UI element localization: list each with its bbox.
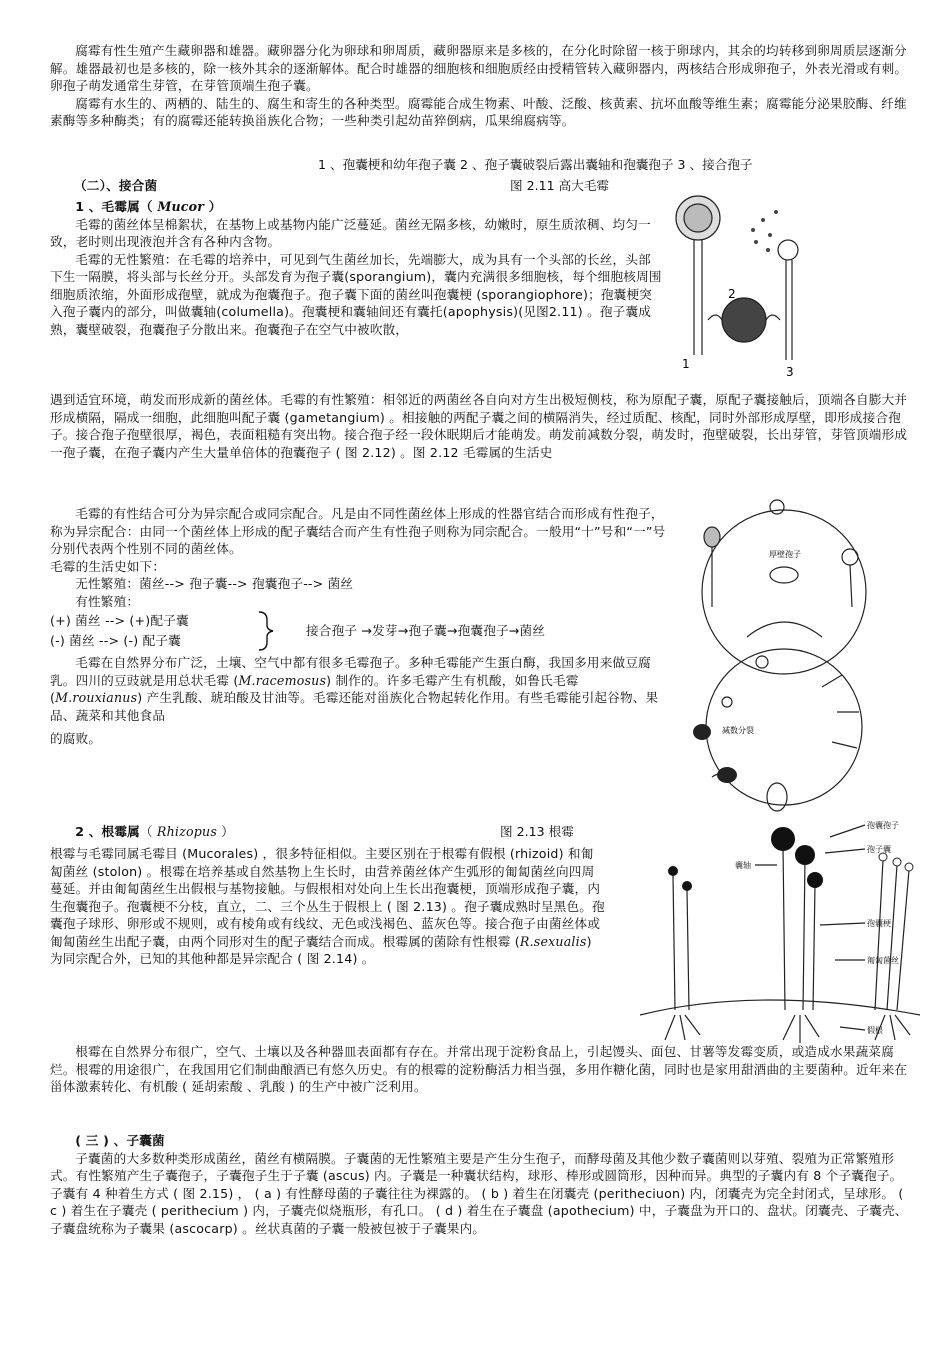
fig-2-13-label-stolon: 匍匐菌丝 (867, 956, 899, 965)
paragraph-mucor-uses: 毛霉在自然界分布广泛，土壤、空气中都有很多毛霉孢子。多种毛霉能产生蛋白酶，我国多用来做豆腐乳。四川的豆豉就是用总状毛霉 (M.racemosus) 制作的。许多毛霉产生有机酸，如鲁氏毛霉 (M.rouxianus) 产生乳酸、琥珀酸及甘油等。毛霉还能对甾族化合物起转化作用。有些毛霉能引起谷物、果品、蔬菜和其他食品 (50, 655, 659, 723)
plus-strain-line: (+) 菌丝 --> (+)配子囊 (50, 613, 189, 628)
section-heading-ascomycetes: ( 三 ) 、子囊菌 (75, 1133, 165, 1148)
top-block (50, 42, 908, 130)
paragraph-rhizopus-features: 根霉与毛霉同属毛霉目 (Mucorales) ，很多特征相似。主要区别在于根霉有假根 (rhizoid) 和匍匐菌丝 (stolon) 。根霉在培养基或自然基物上生长时，由营养菌丝体产生弧形的匍匐菌丝向四周蔓延。并由匍匐菌丝生出假根与基物接触。与假根相对处向上生长出孢囊梗，顶端形成孢子囊，内生孢囊孢子。孢囊梗不分枝，直立，二、三个丛生于假根上 ( 图 2.13) 。孢子囊成熟时呈黑色。孢囊孢子球形、卵形或不规则，或有棱角或有线纹、无色或浅褐色、蓝灰色等。接合孢子由菌丝体或匍匐菌丝生出配子囊，由两个同形对生的配子囊结合而成。根霉属的菌除有性根霉 (R.sexualis) 为同宗配合外，已知的其他种都是异宗配合 ( 图 2.14) 。 (50, 846, 605, 966)
fig-2-12-lifecycle-drawing (672, 497, 922, 822)
minus-strain-line: (-) 菌丝 --> (-) 配子囊 (50, 633, 181, 648)
fig-2-13-label-sporangiophore: 孢囊梗 (867, 919, 891, 928)
zygospore-chain: 接合孢子 →发芽→孢子囊→孢囊孢子→菌丝 (306, 623, 546, 638)
mucor-column-1 (50, 198, 662, 338)
fig-2-11-mucor-drawing (668, 190, 828, 380)
rhizopus-heading: 2 、根霉属（ Rhizopus ） (75, 824, 234, 839)
paragraph-pythium-sexual: 腐霉有性生殖产生藏卵器和雄器。藏卵器分化为卵球和卵周质，藏卵器原来是多核的，在分化时除留一核于卵球内，其余的均转移到卵周质层逐渐分解。雄器最初也是多核的，除一核外其余的逐渐解体。配合时雄器的细胞核和细胞质经由授精管转入藏卵器内，两核结合形成卵孢子，外表光滑或有刺。卵孢子萌发通常生芽管，在芽管顶端生孢子囊。 (50, 43, 908, 93)
paragraph-pythium-types: 腐霉有水生的、两栖的、陆生的、腐生和寄生的各种类型。腐霉能合成生物素、叶酸、泛酸、核黄素、抗坏血酸等维生素；腐霉能分泌果胶酶、纤维素酶等多种酶类；有的腐霉还能转换甾族化合物；一些种类引起幼苗猝倒病，瓜果绵腐病等。 (50, 95, 907, 128)
fig-2-13-label-sporangium: 孢子囊 (867, 845, 891, 854)
fig-2-11-legend: 1 、孢囊梗和幼年孢子囊 2 、孢子囊破裂后露出囊轴和孢囊孢子 3 、接合孢子 (318, 157, 753, 172)
paragraph-ascomycetes: 子囊菌的大多数种类形成菌丝，菌丝有横隔膜。子囊菌的无性繁殖主要是产生分生孢子，而酵母菌及其他少数子囊菌则以芽殖、裂殖为正常繁殖形式。有性繁殖产生子囊孢子，子囊孢子生于子囊 (ascus) 内。子囊是一种囊状结构，球形、棒形或圆筒形，因种而异。典型的子囊内有 8 个子囊孢子。子囊有 4 种着生方式 ( 图 2.15) ， ( a ) 有性酵母菌的子囊往往为裸露的。 ( b ) 着生在闭囊壳 (peritheciuon) 内，闭囊壳为完全封闭式，呈球形。 ( c ) 着生在子囊壳 ( perithecium ) 内，子囊壳似烧瓶形，有孔口。 ( d ) 着生在子囊盘 (apothecium) 中，子囊盘为开口的、盘状。闭囊壳、子囊壳、子囊盘统称为子囊果 (ascocarp) 。丝状真菌的子囊一般被包被于子囊果内。 (50, 1150, 908, 1236)
sexual-title: 有性繁殖： (75, 593, 140, 609)
fig-2-12-label-thick-spore: 厚壁孢子 (769, 550, 801, 559)
fig-2-11-label-1: 1 (682, 357, 690, 371)
paragraph-mucor-uses-end: 的腐败。 (50, 731, 102, 746)
lifecycle-title: 毛霉的生活史如下： (50, 558, 166, 574)
fig-2-13-label-spores: 孢囊孢子 (867, 821, 899, 830)
stolon (640, 1000, 920, 1015)
paragraph-mucor-mycelium: 毛霉的菌丝体呈棉絮状，在基物上或基物内能广泛蔓延。菌丝无隔多核，幼嫩时，原生质浓稠、均匀一致，老时则出现液泡并含有各种内含物。 (50, 216, 651, 249)
fig-2-13-rhizopus-drawing (635, 815, 925, 1050)
columella (778, 240, 798, 260)
brace-icon (256, 610, 276, 652)
paragraph-mucor-heterothallism: 毛霉的有性结合可分为异宗配合或同宗配合。凡是由不同性菌丝体上形成的性器官结合而形成有性孢子，称为异宗配合：由同一个菌丝体上形成的配子囊结合而产生有性孢子则称为同宗配合。一般用“十”号和“一”号分别代表两个性别不同的菌丝体。 (50, 506, 666, 556)
fig-2-11-label-2: 2 (728, 287, 736, 301)
sexual-cycle (50, 610, 670, 648)
mucor-column-full (50, 391, 908, 461)
fig-2-13-caption: 图 2.13 根霉 (500, 824, 574, 839)
mucor-heading: 1 、毛霉属（ Mucor ） (75, 199, 222, 214)
fig-2-13-label-rhizoid: 假根 (867, 1026, 883, 1035)
fig-2-11-label-3: 3 (786, 365, 794, 379)
paragraph-rhizopus-uses: 根霉在自然界分布很广，空气、土壤以及各种器皿表面都有存在。并常出现于淀粉食品上，引起馒头、面包、甘薯等发霉变质，或造成水果蔬菜腐烂。根霉的用途很广，在我国用它们制曲酿酒已有悠久历史。有的根霉的淀粉酶活力相当强，多用作糖化菌，同时也是家用甜酒曲的主要菌种。近年来在甾体激素转化、有机酸 ( 延胡索酸 、乳酸 ) 的生产中被广泛利用。 (50, 1044, 908, 1094)
paragraph-mucor-asexual: 毛霉的无性繁殖：在毛霉的培养中，可见到气生菌丝加长，先端膨大，成为具有一个头部的长丝，头部下生一隔膜，将头部与长丝分开。头部发育为孢子囊(sporangium)，囊内充满很多细胞核，每个细胞核周围细胞质浓缩，外面形成孢壁，就成为孢囊孢子。孢子囊下面的菌丝叫孢囊梗 (sporangiophore)；孢囊梗突入孢子囊内的部分，叫做囊轴(columella)。孢囊梗和囊轴间还有囊托(apophysis)(见图2.11) 。孢子囊成熟，囊壁破裂，孢囊孢子分散出来。孢囊孢子在空气中被吹散， (50, 251, 662, 337)
fig-2-13-label-columella: 囊轴 (735, 861, 751, 870)
paragraph-mucor-sexual: 遇到适宜环境，萌发而形成新的菌丝体。毛霉的有性繁殖：相邻近的两菌丝各自向对方生出极短侧枝，称为原配子囊，原配子囊接触后，顶端各自膨大并形成横隔，隔成一细胞，此细胞叫配子囊 (gametangium) 。相接触的两配子囊之间的横隔消失，经过质配、核配，同时外部形成厚壁，即形成接合孢子。接合孢子孢壁很厚，褐色，表面粗糙有突出物。接合孢子经一段休眠期后才能萌发。萌发前减数分裂，萌发时，孢壁破裂，长出芽管，芽管顶端形成一孢子囊，在孢子囊内产生大量单倍体的孢囊孢子 ( 图 2.12) 。图 2.12 毛霉属的生活史 (50, 392, 908, 460)
rhizopus-column (50, 845, 606, 968)
fig-2-11-caption: 图 2.11 高大毛霉 (510, 178, 610, 193)
ascomycetes-block (50, 1132, 908, 1237)
rhizopus-distribution (50, 1043, 908, 1096)
asexual-cycle: 无性繁殖：菌丝--> 孢子囊--> 孢囊孢子--> 菌丝 (75, 576, 354, 591)
zygospore (722, 298, 766, 342)
mucor-column-2 (50, 505, 670, 748)
section-heading-zygomycetes: （二）、接合菌 (74, 178, 158, 193)
fig-2-12-label-meiosis: 减数分裂 (722, 726, 754, 735)
